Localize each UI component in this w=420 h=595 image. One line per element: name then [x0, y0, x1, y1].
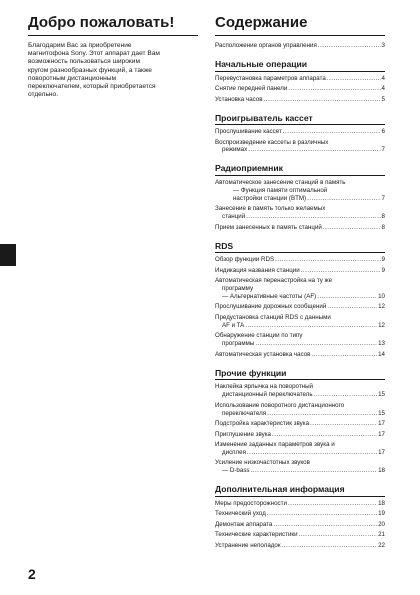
- toc-page-number: 7: [381, 146, 385, 154]
- toc-section: [215, 163, 385, 231]
- toc-entry[interactable]: [215, 500, 385, 508]
- toc-entry-text: Технические характеристики: [215, 531, 298, 539]
- toc-entry-text: настройки станции (BTM): [233, 194, 307, 202]
- toc-page-number: 18: [378, 467, 385, 475]
- toc-entry-line: [215, 391, 385, 399]
- toc-entry[interactable]: [215, 441, 385, 457]
- toc-entry-line: [215, 431, 385, 439]
- toc-entry-text: Занесение в память только желаемых: [215, 205, 326, 213]
- toc-dot-leader: [318, 42, 381, 50]
- toc-section-title: Радиоприемник: [215, 163, 385, 176]
- toc-dot-leader: [246, 213, 380, 221]
- toc-entry-text: Индикация названия станции: [215, 266, 300, 274]
- toc-entry-text: Прослушивание дорожных сообщений: [215, 303, 327, 311]
- toc-dot-leader: [327, 75, 381, 83]
- toc-entry-text: AF и TA: [222, 321, 245, 329]
- toc-entry-line: [215, 285, 385, 293]
- toc-entry[interactable]: [215, 179, 385, 203]
- toc-section-title: RDS: [215, 241, 385, 254]
- toc-entry-line: [215, 85, 385, 93]
- toc-entry[interactable]: [215, 205, 385, 221]
- toc-entry-line: [215, 205, 385, 213]
- toc-entry-text: — D-bass: [222, 467, 250, 475]
- toc-entry-line: [215, 449, 385, 457]
- toc-entry-line: [215, 96, 385, 104]
- toc-section: [215, 113, 385, 155]
- toc-section-title: Проигрыватель кассет: [215, 113, 385, 126]
- toc-section-title: Начальные операции: [215, 59, 385, 72]
- toc-entry-text: Расположение органов управления: [215, 42, 317, 49]
- toc-entry-line: [215, 521, 385, 529]
- toc-dot-leader: [323, 224, 381, 232]
- toc-page-number: 5: [381, 95, 385, 103]
- toc-page-number: 8: [381, 223, 385, 231]
- toc-page-number: 12: [378, 321, 385, 329]
- toc-entry-line: [215, 277, 385, 285]
- toc-dot-leader: [288, 85, 380, 93]
- toc-section: [215, 42, 385, 50]
- toc-entry-text: Подстройка характеристик звука: [215, 420, 310, 428]
- toc-entry-line: [215, 293, 385, 301]
- toc-entry-line: [215, 402, 385, 410]
- toc-entry-line: [215, 441, 385, 449]
- toc-dot-leader: [275, 256, 380, 264]
- toc-dot-leader: [317, 293, 377, 301]
- toc-entry-text: станций: [222, 213, 246, 221]
- toc-entry[interactable]: [215, 510, 385, 518]
- toc-dot-leader: [307, 195, 380, 203]
- toc-entry-text: Обзор функции RDS: [215, 256, 275, 264]
- toc-entry-text: Автоматическая установка часов: [215, 350, 311, 358]
- toc-entry-line: [215, 267, 385, 275]
- welcome-heading: Добро пожаловать!: [28, 14, 198, 36]
- toc-entry-line: [215, 467, 385, 475]
- toc-entry[interactable]: [215, 42, 385, 50]
- toc-dot-leader: [247, 449, 377, 457]
- toc-page-number: 21: [378, 531, 385, 539]
- toc-entry-line: [215, 383, 385, 391]
- toc-entry-text: — Альтернативные частоты (AF): [222, 292, 317, 300]
- toc-entry-line: [215, 128, 385, 136]
- toc-entry-line: [215, 195, 385, 203]
- toc-entry-text: Использование поворотного дистанционного: [215, 401, 345, 409]
- toc-page-number: 9: [381, 256, 385, 264]
- toc-dot-leader: [264, 96, 381, 104]
- toc-entry[interactable]: [215, 531, 385, 539]
- toc-entry-text: Устранение неполадок: [215, 541, 281, 549]
- toc-section: [215, 241, 385, 359]
- toc-entry-line: [215, 459, 385, 467]
- toc-entry-line: [215, 224, 385, 232]
- toc-entry-line: [215, 146, 385, 154]
- toc-entry-line: [215, 500, 385, 508]
- toc-entry[interactable]: [215, 351, 385, 359]
- toc-page-number: 14: [378, 350, 385, 358]
- toc-entry-text: Усиление низкочастотных звуков: [215, 459, 310, 467]
- toc-dot-leader: [301, 267, 381, 275]
- toc-entry[interactable]: [215, 332, 385, 348]
- toc-entry-line: [215, 332, 385, 340]
- toc-entry-line: [215, 322, 385, 330]
- toc-dot-leader: [245, 322, 377, 330]
- toc-entry-text: дистанционный переключатель: [222, 391, 313, 399]
- toc-entry-text: дисплея: [222, 448, 246, 456]
- toc-dot-leader: [327, 303, 377, 311]
- toc-entry[interactable]: [215, 303, 385, 311]
- toc-entry-text: режимах: [222, 146, 248, 154]
- table-of-contents: [215, 42, 385, 550]
- toc-dot-leader: [311, 351, 377, 359]
- toc-dot-leader: [314, 391, 378, 399]
- toc-section: [215, 484, 385, 550]
- toc-dot-leader: [267, 410, 377, 418]
- toc-entry[interactable]: [215, 224, 385, 232]
- toc-entry-text: Перевустановка параметров аппарата: [215, 74, 326, 82]
- toc-entry-text: Обнаружение станции по типу: [215, 332, 303, 340]
- toc-entry[interactable]: [215, 431, 385, 439]
- toc-entry-line: [215, 42, 385, 50]
- toc-entry[interactable]: [215, 256, 385, 264]
- toc-entry[interactable]: [215, 267, 385, 275]
- toc-entry-text: Технический уход: [215, 510, 266, 518]
- toc-entry[interactable]: [215, 128, 385, 136]
- toc-entry[interactable]: [215, 420, 385, 428]
- toc-page-number: 8: [381, 213, 385, 221]
- toc-entry-text: — Функция памяти оптимальной: [233, 186, 328, 194]
- toc-page-number: 9: [381, 266, 385, 274]
- toc-entry-text: Приглушение звука: [215, 430, 271, 438]
- toc-entry-line: [215, 187, 385, 195]
- toc-section: [215, 59, 385, 104]
- toc-page-number: 12: [378, 303, 385, 311]
- toc-entry-text: переключателя: [222, 409, 267, 417]
- toc-entry-line: [215, 420, 385, 428]
- toc-section: [215, 368, 385, 476]
- toc-page-number: 17: [378, 448, 385, 456]
- toc-entry-text: Снятие передней панели: [215, 85, 288, 92]
- toc-entry-text: Прослушивание кассет: [215, 128, 282, 135]
- toc-entry-line: [215, 510, 385, 518]
- toc-entry-text: Наклейка ярлычка на поворотный: [215, 383, 313, 391]
- toc-dot-leader: [283, 128, 381, 136]
- toc-entry[interactable]: [215, 85, 385, 93]
- toc-page-number: 20: [378, 520, 385, 528]
- toc-entry-text: Изменение заданных параметров звука и: [215, 441, 335, 449]
- toc-section-title: Дополнительная информация: [215, 484, 385, 497]
- toc-page-number: 13: [378, 340, 385, 348]
- toc-entry-line: [215, 179, 385, 187]
- toc-page-number: 4: [381, 85, 385, 92]
- toc-dot-leader: [282, 542, 378, 550]
- toc-entry[interactable]: [215, 521, 385, 529]
- toc-entry-line: [215, 340, 385, 348]
- toc-page-number: 7: [381, 194, 385, 202]
- toc-dot-leader: [267, 510, 377, 518]
- toc-entry[interactable]: [215, 96, 385, 104]
- welcome-paragraph: Благодарим Вас за приобретение магнитофона Sony. Этот аппарат дает Вам возможность пользоваться широким кругом разнообразных функций, а также поворотным дистанционным переключателем, который приобретается отдельно.: [28, 42, 160, 99]
- toc-entry[interactable]: [215, 542, 385, 550]
- toc-page-number: 6: [381, 128, 385, 135]
- toc-page-number: 17: [378, 430, 385, 438]
- contents-heading: Содержание: [215, 14, 385, 36]
- toc-entry-text: программы: [222, 340, 255, 348]
- toc-dot-leader: [251, 467, 378, 475]
- toc-entry-text: Предустановка станций RDS с данными: [215, 313, 331, 321]
- toc-entry-line: [215, 531, 385, 539]
- toc-page-number: 15: [378, 391, 385, 399]
- toc-entry[interactable]: [215, 314, 385, 330]
- toc-entry-text: Меры предосторожности: [215, 499, 287, 507]
- toc-entry-line: [215, 314, 385, 322]
- toc-entry-line: [215, 303, 385, 311]
- toc-entry[interactable]: [215, 402, 385, 418]
- toc-entry[interactable]: [215, 139, 385, 155]
- toc-page-number: 17: [378, 420, 385, 428]
- toc-page-number: 4: [381, 74, 385, 82]
- page-number: 2: [28, 566, 36, 582]
- toc-entry[interactable]: [215, 383, 385, 399]
- toc-dot-leader: [299, 531, 378, 539]
- welcome-column: [28, 14, 198, 99]
- toc-entry-text: Воспроизведение кассеты в различных: [215, 138, 329, 146]
- toc-entry-text: Установка часов: [215, 95, 263, 103]
- toc-entry-line: [215, 256, 385, 264]
- toc-section-title: Прочие функции: [215, 368, 385, 381]
- section-tab-marker: [0, 244, 16, 266]
- contents-column: [215, 14, 385, 550]
- toc-entry-line: [215, 410, 385, 418]
- toc-entry-text: Автоматическая перенастройка на ту же: [215, 277, 333, 285]
- toc-entry-text: Автоматическое занесение станций в память: [215, 178, 346, 186]
- toc-dot-leader: [288, 500, 377, 508]
- toc-entry-line: [215, 139, 385, 147]
- toc-entry-text: программу: [222, 285, 254, 293]
- toc-entry[interactable]: [215, 75, 385, 83]
- toc-entry-line: [215, 75, 385, 83]
- toc-page-number: 22: [378, 541, 385, 549]
- toc-entry[interactable]: [215, 277, 385, 301]
- toc-page-number: 19: [378, 510, 385, 518]
- toc-dot-leader: [273, 521, 377, 529]
- toc-page-number: 3: [381, 42, 385, 49]
- toc-entry-text: Демонтаж аппарата: [215, 520, 273, 528]
- toc-entry-text: Прием занесенных в память станций: [215, 223, 322, 231]
- toc-entry[interactable]: [215, 459, 385, 475]
- toc-entry-line: [215, 351, 385, 359]
- toc-page-number: 15: [378, 409, 385, 417]
- toc-entry-line: [215, 542, 385, 550]
- toc-dot-leader: [248, 146, 380, 154]
- toc-page-number: 18: [378, 499, 385, 507]
- toc-dot-leader: [272, 431, 377, 439]
- toc-dot-leader: [310, 420, 377, 428]
- toc-dot-leader: [255, 340, 377, 348]
- toc-page-number: 10: [378, 292, 385, 300]
- toc-entry-line: [215, 213, 385, 221]
